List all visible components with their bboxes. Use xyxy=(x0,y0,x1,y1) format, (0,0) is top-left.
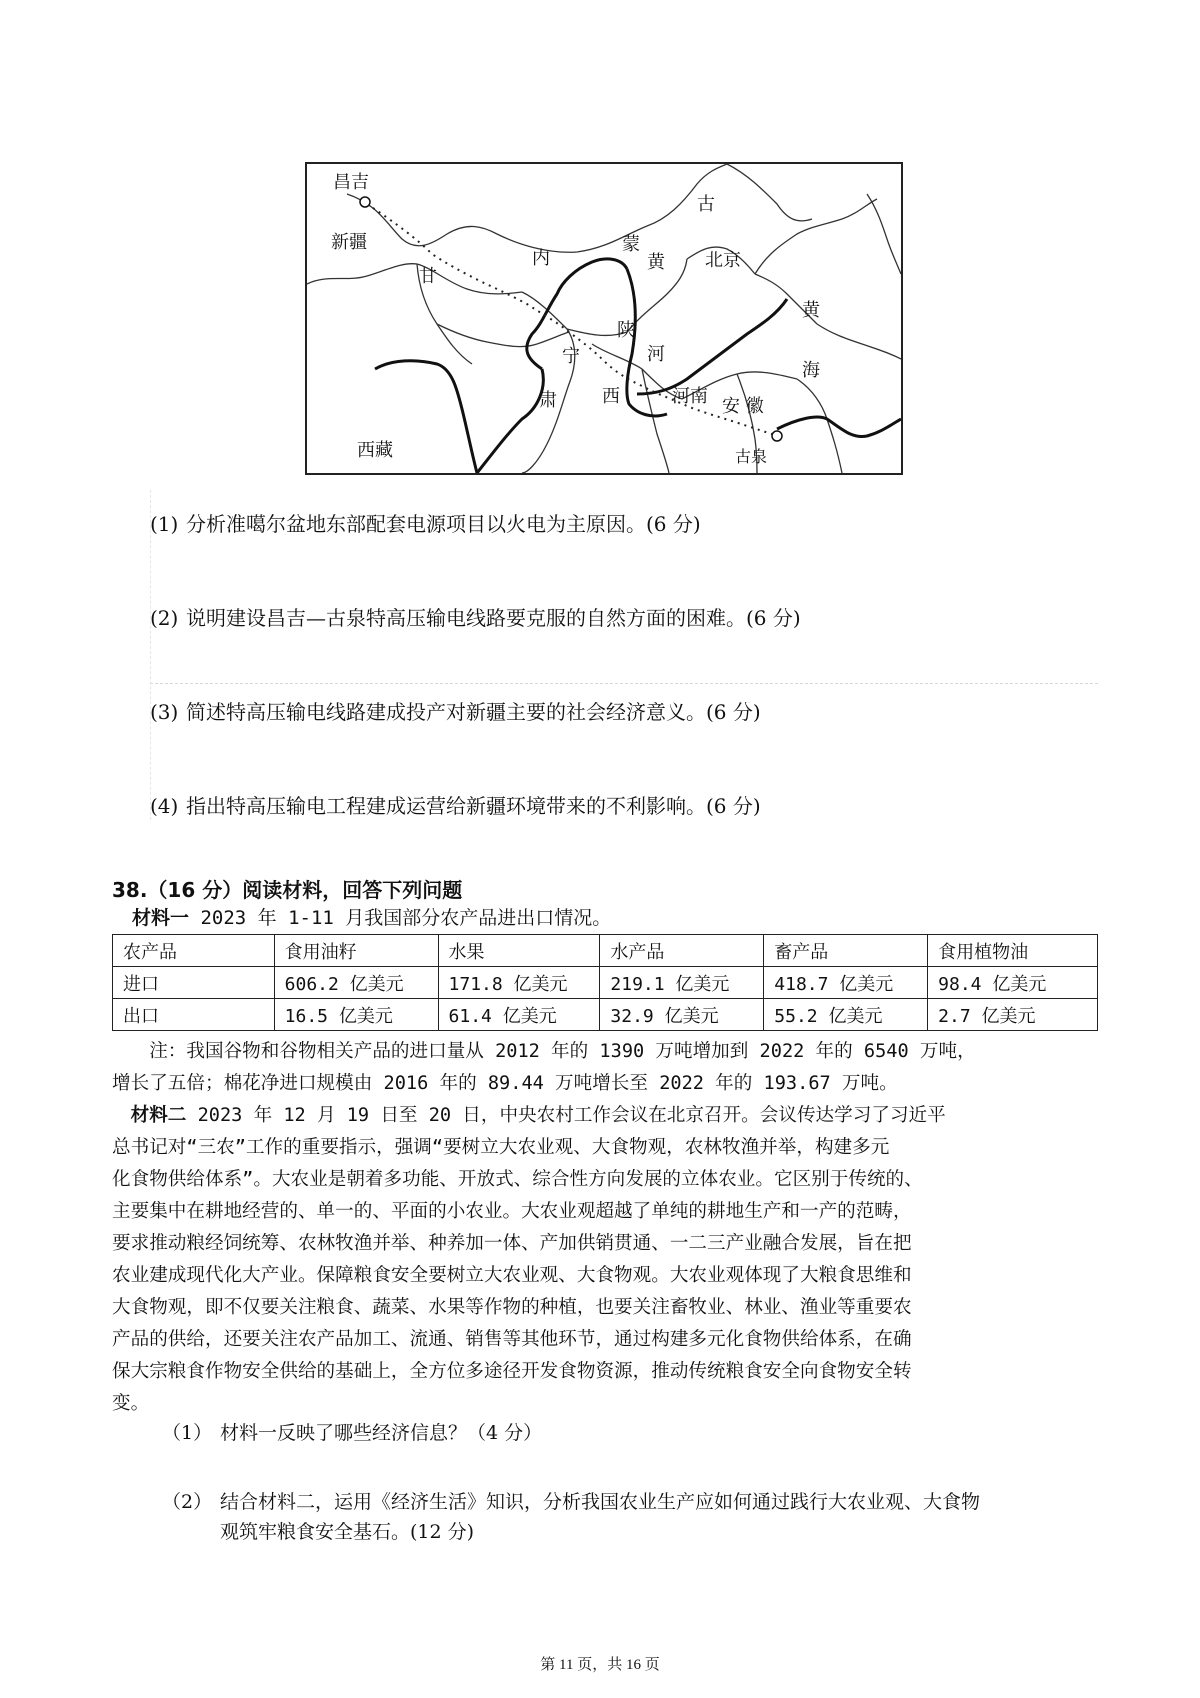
material-2-line: 材料二 2023 年 12 月 19 日至 20 日，中央农村工作会议在北京召开。会议传达学习了习近平 xyxy=(130,1105,946,1126)
material-2-line: 主要集中在耕地经营的、单一的、平面的小农业。大农业观超越了单纯的耕地生产和一产的范畴， xyxy=(112,1201,912,1222)
map-label-henan: 河南 xyxy=(672,386,708,407)
note-line: 增长了五倍；棉花净进口规模由 2016 年的 89.44 万吨增长至 2022 年的 193.67 万吨。 xyxy=(112,1073,898,1094)
material-2-line: 保大宗粮食作物安全供给的基础上，全方位多途径开发食物资源，推动传统粮食安全向食物安全转 xyxy=(112,1361,912,1382)
material-2-line: 总书记对“三农”工作的重要指示，强调“要树立大农业观、大食物观，农林牧渔并举，构建多元 xyxy=(112,1137,890,1158)
table-row-export xyxy=(113,999,1098,1031)
q37-sub-2-text: 说明建设昌吉—古泉特高压输电线路要克服的自然方面的困难。(6 分) xyxy=(186,606,801,630)
table-note xyxy=(112,1036,1098,1100)
material-1-label: 材料一 xyxy=(132,907,190,929)
material-2 xyxy=(112,1100,1098,1420)
table-header-cell: 水果 xyxy=(438,935,600,967)
material-1-text: 2023 年 1-11 月我国部分农产品进出口情况。 xyxy=(189,907,612,929)
table-cell: 2.7 亿美元 xyxy=(928,999,1098,1031)
q37-sub-4-num: (4) xyxy=(150,794,179,818)
note-line: 注：我国谷物和谷物相关产品的进口量从 2012 年的 1390 万吨增加到 2022 年的 6540 万吨， xyxy=(112,1041,976,1062)
table-row-import xyxy=(113,967,1098,999)
table-cell: 32.9 亿美元 xyxy=(600,999,764,1031)
map-label-nei: 内 xyxy=(532,248,550,269)
map-label-anhui: 安 徽 xyxy=(722,396,764,417)
map-label-guquan: 古泉 xyxy=(735,447,768,466)
material-2-line: 农业建成现代化大产业。保障粮食安全要树立大农业观、大食物观。大农业观体现了大粮食思维和 xyxy=(112,1265,912,1286)
transmission-line-map xyxy=(305,162,903,475)
table-cell: 出口 xyxy=(113,999,275,1031)
material-2-label: 材料二 xyxy=(130,1105,187,1126)
material-2-line: 变。 xyxy=(112,1393,150,1414)
map-label-xi: 西 xyxy=(602,386,620,407)
q37-sub-1-text: 分析准噶尔盆地东部配套电源项目以火电为主原因。(6 分) xyxy=(186,512,701,536)
q37-sub-1 xyxy=(150,510,701,538)
q37-sub-3-text: 简述特高压输电线路建成投产对新疆主要的社会经济意义。(6 分) xyxy=(186,700,761,724)
table-cell: 418.7 亿美元 xyxy=(764,967,928,999)
table-cell: 606.2 亿美元 xyxy=(274,967,438,999)
table-header-cell: 水产品 xyxy=(600,935,764,967)
material-2-line: 化食物供给体系”。大农业是朝着多功能、开放式、综合性方向发展的立体农业。它区别于传统的、 xyxy=(112,1169,923,1190)
q38-sub-2-text-1: 结合材料二，运用《经济生活》知识，分析我国农业生产应如何通过践行大农业观、大食物 xyxy=(220,1491,981,1513)
table-header-cell: 食用植物油 xyxy=(928,935,1098,967)
q37-sub-1-num: (1) xyxy=(150,512,179,536)
q38-heading: 38.（16 分）阅读材料，回答下列问题 xyxy=(112,878,463,902)
table-cell: 219.1 亿美元 xyxy=(600,967,764,999)
map-label-gu: 古 xyxy=(697,194,715,215)
map-label-changji: 昌吉 xyxy=(333,172,369,193)
q38-sub-1-text: 材料一反映了哪些经济信息？（4 分） xyxy=(220,1422,543,1444)
map-label-ning: 宁 xyxy=(562,346,580,367)
table-header-cell: 农产品 xyxy=(113,935,275,967)
material-1-title xyxy=(132,903,611,930)
table-cell: 16.5 亿美元 xyxy=(274,999,438,1031)
map-label-huang1: 黄 xyxy=(647,252,665,273)
trade-table xyxy=(112,934,1098,1031)
table-header-cell: 畜产品 xyxy=(764,935,928,967)
q37-sub-3-num: (3) xyxy=(150,700,179,724)
material-2-line: 大食物观，即不仅要关注粮食、蔬菜、水果等作物的种植，也要关注畜牧业、林业、渔业等重要农 xyxy=(112,1297,912,1318)
table-header-row xyxy=(113,935,1098,967)
q38-sub-2-text-2: 观筑牢粮食安全基石。(12 分) xyxy=(220,1521,475,1543)
table-cell: 98.4 亿美元 xyxy=(928,967,1098,999)
changji-guquan-line xyxy=(367,204,772,434)
q37-sub-3 xyxy=(150,698,761,726)
map-label-he: 河 xyxy=(647,344,665,365)
map-label-meng: 蒙 xyxy=(622,234,640,255)
table-cell: 进口 xyxy=(113,967,275,999)
page-footer: 第 11 页，共 16 页 xyxy=(540,1657,660,1673)
q38-sub-1 xyxy=(162,1418,542,1448)
divider-dashed xyxy=(150,683,1098,684)
material-2-line: 产品的供给，还要关注农产品加工、流通、销售等其他环节，通过构建多元化食物供给体系，在确 xyxy=(112,1329,912,1350)
map-label-gan: 甘 xyxy=(419,266,437,287)
answer-area-guide xyxy=(150,490,151,820)
q38-sub-2 xyxy=(162,1487,980,1547)
q37-sub-2 xyxy=(150,604,801,632)
material-2-line: 要求推动粮经饲统筹、农林牧渔并举、种养加一体、产加供销贯通、一二三产业融合发展，旨在把 xyxy=(112,1233,912,1254)
map-label-hai: 海 xyxy=(802,360,820,381)
q37-sub-4 xyxy=(150,792,761,820)
guquan-point xyxy=(772,431,782,441)
q38-sub-2-num: （2） xyxy=(162,1491,213,1513)
q38-sub-1-num: （1） xyxy=(162,1422,213,1444)
map-label-xinjiang: 新疆 xyxy=(331,232,367,253)
map-label-su: 肃 xyxy=(539,390,557,411)
table-cell: 171.8 亿美元 xyxy=(438,967,600,999)
map-label-beijing: 北京 xyxy=(705,250,741,271)
changji-point xyxy=(360,197,370,207)
map-label-xizang: 西藏 xyxy=(357,440,393,461)
map-label-shaan: 陕 xyxy=(617,320,635,341)
q37-sub-4-text: 指出特高压输电工程建成运营给新疆环境带来的不利影响。(6 分) xyxy=(186,794,761,818)
map-drawing xyxy=(307,164,901,473)
table-cell: 55.2 亿美元 xyxy=(764,999,928,1031)
q37-sub-2-num: (2) xyxy=(150,606,179,630)
table-cell: 61.4 亿美元 xyxy=(438,999,600,1031)
table-header-cell: 食用油籽 xyxy=(274,935,438,967)
map-label-huang2: 黄 xyxy=(802,300,820,321)
